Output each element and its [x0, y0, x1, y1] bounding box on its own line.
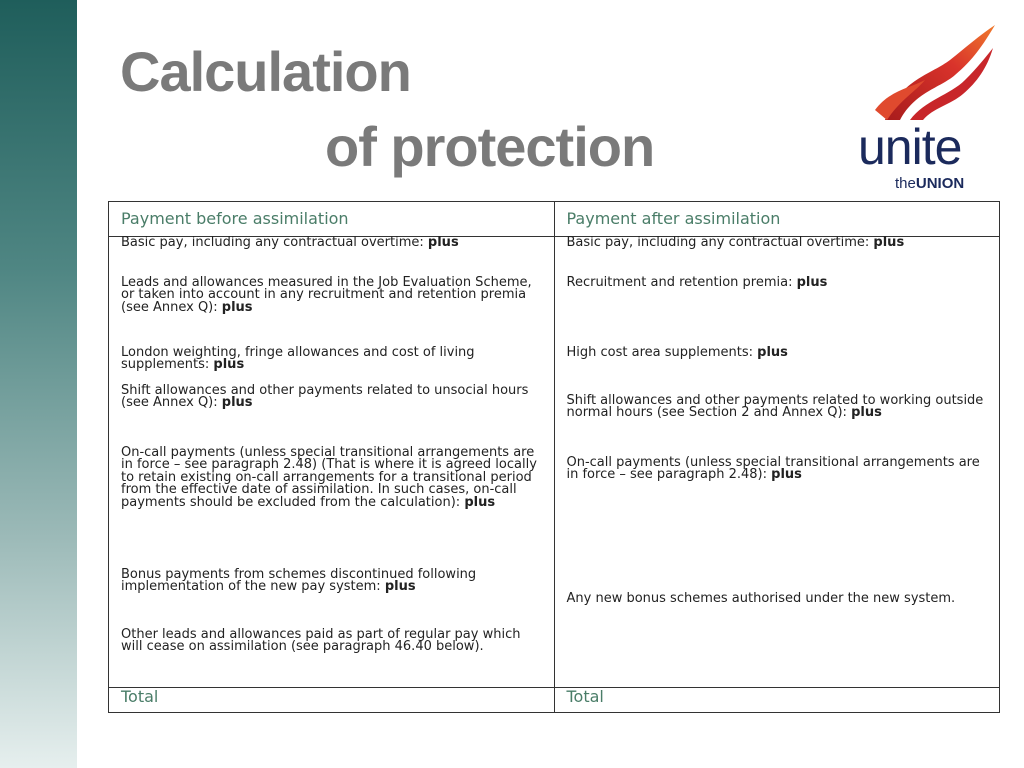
cell-text: Shift allowances and other payments related to unsocial hours (see Annex Q):: [121, 383, 529, 411]
cell-after: [554, 569, 1000, 629]
plus-marker: plus: [213, 357, 245, 373]
logo-sub-the: the: [895, 175, 916, 192]
page-title-line1: Calculation: [120, 40, 411, 103]
cell-before: [109, 629, 555, 688]
cell-before: [109, 347, 555, 385]
total-after: Total: [554, 688, 1000, 713]
plus-marker: plus: [384, 579, 416, 595]
plus-marker: plus: [221, 395, 253, 411]
side-band: [0, 0, 77, 768]
logo-subtitle: [895, 175, 964, 193]
table-row: [109, 237, 1000, 278]
cell-text: Recruitment and retention premia:: [566, 275, 793, 290]
cell-text: Any new bonus schemes authorised under the new system.: [566, 591, 956, 606]
cell-text: Leads and allowances measured in the Job Evaluation Scheme, or taken into account in any recruitment and retention premia (see Annex Q):: [121, 275, 532, 315]
table-row: [109, 347, 1000, 385]
cell-before: [109, 277, 555, 347]
protection-table: [108, 201, 1000, 713]
cell-text: Shift allowances and other payments related to working outside normal hours (see Section 2 and Annex Q):: [566, 393, 984, 421]
cell-after: [554, 277, 1000, 347]
logo-sub-union: UNION: [915, 175, 965, 192]
cell-text: Other leads and allowances paid as part of regular pay which will cease on assimilation (see paragraph 46.40 below).: [121, 627, 521, 655]
plus-marker: plus: [221, 299, 253, 315]
table-row: [109, 277, 1000, 347]
cell-after: [554, 237, 1000, 278]
table-row: [109, 629, 1000, 688]
table-row: [109, 569, 1000, 629]
plus-marker: plus: [851, 405, 882, 421]
cell-text: High cost area supplements:: [566, 345, 754, 360]
cell-text: Basic pay, including any contractual overtime:: [121, 235, 424, 250]
logo-wordmark: unite: [858, 119, 962, 175]
cell-before: [109, 385, 555, 447]
cell-text: Basic pay, including any contractual overtime:: [566, 235, 870, 250]
page-title-line2: of protection: [325, 115, 655, 178]
table-row: [109, 385, 1000, 447]
cell-text: London weighting, fringe allowances and cost of living supplements:: [121, 345, 475, 373]
cell-before: [109, 237, 555, 278]
plus-marker: plus: [757, 345, 788, 360]
plus-marker: plus: [427, 235, 459, 250]
cell-before: [109, 569, 555, 629]
plus-marker: plus: [796, 275, 828, 290]
table-total-row: [109, 688, 1000, 713]
header-before: Payment before assimilation: [109, 202, 555, 237]
total-before: Total: [109, 688, 555, 713]
plus-marker: plus: [873, 235, 905, 250]
plus-marker: plus: [771, 467, 802, 483]
cell-before: [109, 447, 555, 569]
cell-after: [554, 447, 1000, 569]
table-row: [109, 447, 1000, 569]
cell-after: [554, 629, 1000, 688]
plus-marker: plus: [464, 494, 496, 510]
cell-after: [554, 385, 1000, 447]
cell-text: On-call payments (unless special transitional arrangements are in force – see paragraph 2.48):: [566, 455, 980, 483]
cell-text: Bonus payments from schemes discontinued following implementation of the new pay system:: [121, 567, 477, 595]
header-after: Payment after assimilation: [554, 202, 1000, 237]
cell-text: On-call payments (unless special transitional arrangements are in force – see paragraph 2.48) (That is where it is agreed locally to retain existing on-call arrangements for a transitional period from the effective date of assimilation. In such cases, on-call payments should be excluded from the calculation):: [121, 445, 537, 510]
table-header-row: [109, 202, 1000, 237]
cell-after: [554, 347, 1000, 385]
